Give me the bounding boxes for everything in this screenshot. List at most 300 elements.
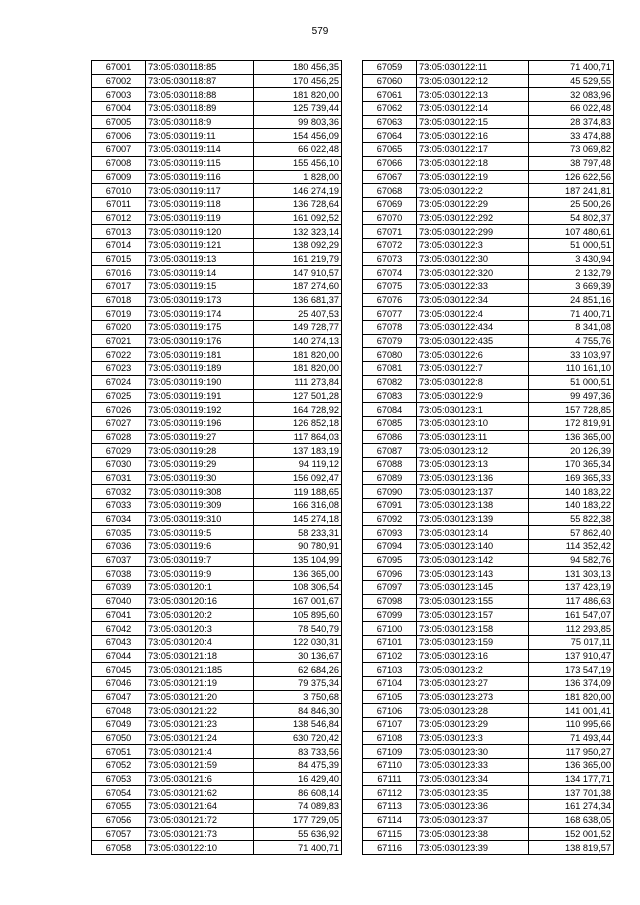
cadastral-number-cell: 73:05:030123:28	[417, 704, 529, 718]
cadastral-number-cell: 73:05:030119:30	[146, 471, 254, 485]
value-cell: 38 797,48	[529, 156, 614, 170]
cadastral-number-cell: 73:05:030119:27	[146, 430, 254, 444]
row-id-cell: 67010	[92, 184, 146, 198]
table-row	[363, 759, 614, 773]
value-cell: 94 582,76	[529, 553, 614, 567]
value-cell: 152 001,52	[529, 827, 614, 841]
cadastral-number-cell: 73:05:030121:59	[146, 759, 254, 773]
table-row	[363, 307, 614, 321]
value-cell: 110 995,66	[529, 718, 614, 732]
table-row	[92, 731, 342, 745]
row-id-cell: 67031	[92, 471, 146, 485]
cadastral-number-cell: 73:05:030120:4	[146, 635, 254, 649]
table-row	[92, 540, 342, 554]
row-id-cell: 67036	[92, 540, 146, 554]
row-id-cell: 67111	[363, 772, 417, 786]
value-cell: 84 475,39	[254, 759, 342, 773]
value-cell: 135 104,99	[254, 553, 342, 567]
row-id-cell: 67053	[92, 772, 146, 786]
table-row	[92, 786, 342, 800]
row-id-cell: 67078	[363, 321, 417, 335]
value-cell: 74 089,83	[254, 800, 342, 814]
row-id-cell: 67087	[363, 444, 417, 458]
row-id-cell: 67105	[363, 690, 417, 704]
row-id-cell: 67042	[92, 622, 146, 636]
table-row	[92, 471, 342, 485]
value-cell: 136 365,00	[529, 430, 614, 444]
row-id-cell: 67094	[363, 540, 417, 554]
cadastral-number-cell: 73:05:030123:3	[417, 731, 529, 745]
row-id-cell: 67041	[92, 608, 146, 622]
table-row	[92, 211, 342, 225]
cadastral-number-cell: 73:05:030120:16	[146, 594, 254, 608]
cadastral-number-cell: 73:05:030122:16	[417, 129, 529, 143]
value-cell: 136 728,64	[254, 197, 342, 211]
value-cell: 131 303,13	[529, 567, 614, 581]
table-row	[363, 143, 614, 157]
value-cell: 140 183,22	[529, 499, 614, 513]
row-id-cell: 67072	[363, 238, 417, 252]
cadastral-number-cell: 73:05:030123:38	[417, 827, 529, 841]
cadastral-number-cell: 73:05:030123:30	[417, 745, 529, 759]
value-cell: 45 529,55	[529, 74, 614, 88]
value-cell: 170 456,25	[254, 74, 342, 88]
value-cell: 181 820,00	[254, 348, 342, 362]
value-cell: 136 681,37	[254, 293, 342, 307]
table-row	[363, 800, 614, 814]
table-row	[92, 389, 342, 403]
table-row	[92, 362, 342, 376]
row-id-cell: 67045	[92, 663, 146, 677]
value-cell: 127 501,28	[254, 389, 342, 403]
cadastral-number-cell: 73:05:030122:18	[417, 156, 529, 170]
table-row	[363, 293, 614, 307]
cadastral-number-cell: 73:05:030119:11	[146, 129, 254, 143]
cadastral-number-cell: 73:05:030123:12	[417, 444, 529, 458]
value-cell: 25 500,26	[529, 197, 614, 211]
value-cell: 149 728,77	[254, 321, 342, 335]
row-id-cell: 67067	[363, 170, 417, 184]
row-id-cell: 67020	[92, 321, 146, 335]
row-id-cell: 67024	[92, 375, 146, 389]
row-id-cell: 67091	[363, 499, 417, 513]
value-cell: 172 819,91	[529, 416, 614, 430]
value-cell: 137 183,19	[254, 444, 342, 458]
row-id-cell: 67048	[92, 704, 146, 718]
table-row	[92, 416, 342, 430]
value-cell: 136 374,09	[529, 676, 614, 690]
cadastral-number-cell: 73:05:030122:30	[417, 252, 529, 266]
table-row	[92, 238, 342, 252]
cadastral-number-cell: 73:05:030119:181	[146, 348, 254, 362]
value-cell: 32 083,96	[529, 88, 614, 102]
row-id-cell: 67034	[92, 512, 146, 526]
cadastral-number-cell: 73:05:030119:9	[146, 567, 254, 581]
value-cell: 138 092,29	[254, 238, 342, 252]
table-row	[363, 663, 614, 677]
row-id-cell: 67011	[92, 197, 146, 211]
row-id-cell: 67083	[363, 389, 417, 403]
row-id-cell: 67103	[363, 663, 417, 677]
table-row	[92, 663, 342, 677]
row-id-cell: 67039	[92, 581, 146, 595]
row-id-cell: 67088	[363, 457, 417, 471]
row-id-cell: 67007	[92, 143, 146, 157]
table-row	[363, 375, 614, 389]
cadastral-number-cell: 73:05:030119:175	[146, 321, 254, 335]
value-cell: 51 000,51	[529, 238, 614, 252]
cadastral-number-cell: 73:05:030121:23	[146, 718, 254, 732]
row-id-cell: 67051	[92, 745, 146, 759]
value-cell: 3 669,39	[529, 280, 614, 294]
value-cell: 25 407,53	[254, 307, 342, 321]
cadastral-number-cell: 73:05:030123:2	[417, 663, 529, 677]
row-id-cell: 67054	[92, 786, 146, 800]
table-row	[363, 745, 614, 759]
cadastral-number-cell: 73:05:030121:20	[146, 690, 254, 704]
table-row	[92, 115, 342, 129]
table-row	[92, 499, 342, 513]
table-row	[363, 635, 614, 649]
row-id-cell: 67085	[363, 416, 417, 430]
table-row	[92, 841, 342, 855]
cadastral-number-cell: 73:05:030119:176	[146, 334, 254, 348]
cadastral-number-cell: 73:05:030118:9	[146, 115, 254, 129]
cadastral-number-cell: 73:05:030123:36	[417, 800, 529, 814]
table-row	[363, 485, 614, 499]
value-cell: 83 733,56	[254, 745, 342, 759]
cadastral-number-cell: 73:05:030121:62	[146, 786, 254, 800]
row-id-cell: 67052	[92, 759, 146, 773]
cadastral-number-cell: 73:05:030118:87	[146, 74, 254, 88]
value-cell: 181 820,00	[254, 362, 342, 376]
value-cell: 24 851,16	[529, 293, 614, 307]
table-row	[92, 512, 342, 526]
table-row	[92, 129, 342, 143]
row-id-cell: 67057	[92, 827, 146, 841]
table-row	[363, 553, 614, 567]
row-id-cell: 67080	[363, 348, 417, 362]
table-row	[92, 102, 342, 116]
value-cell: 161 219,79	[254, 252, 342, 266]
row-id-cell: 67064	[363, 129, 417, 143]
cadastral-number-cell: 73:05:030123:11	[417, 430, 529, 444]
value-cell: 122 030,31	[254, 635, 342, 649]
cadastral-number-cell: 73:05:030119:28	[146, 444, 254, 458]
table-row	[92, 622, 342, 636]
row-id-cell: 67001	[92, 61, 146, 75]
row-id-cell: 67076	[363, 293, 417, 307]
table-row	[92, 649, 342, 663]
cadastral-number-cell: 73:05:030123:39	[417, 841, 529, 855]
table-row	[363, 88, 614, 102]
value-cell: 111 273,84	[254, 375, 342, 389]
value-cell: 147 910,57	[254, 266, 342, 280]
value-cell: 134 177,71	[529, 772, 614, 786]
row-id-cell: 67033	[92, 499, 146, 513]
cadastral-number-cell: 73:05:030119:120	[146, 225, 254, 239]
left-table	[91, 60, 342, 855]
cadastral-number-cell: 73:05:030122:19	[417, 170, 529, 184]
cadastral-number-cell: 73:05:030123:142	[417, 553, 529, 567]
table-row	[363, 512, 614, 526]
row-id-cell: 67109	[363, 745, 417, 759]
value-cell: 167 001,67	[254, 594, 342, 608]
row-id-cell: 67079	[363, 334, 417, 348]
cadastral-number-cell: 73:05:030123:157	[417, 608, 529, 622]
table-row	[363, 471, 614, 485]
table-row	[363, 416, 614, 430]
cadastral-number-cell: 73:05:030119:174	[146, 307, 254, 321]
value-cell: 125 739,44	[254, 102, 342, 116]
table-row	[92, 635, 342, 649]
cadastral-number-cell: 73:05:030123:33	[417, 759, 529, 773]
value-cell: 28 374,83	[529, 115, 614, 129]
row-id-cell: 67044	[92, 649, 146, 663]
table-row	[363, 540, 614, 554]
table-row	[363, 690, 614, 704]
cadastral-number-cell: 73:05:030118:88	[146, 88, 254, 102]
table-row	[363, 841, 614, 855]
value-cell: 73 069,82	[529, 143, 614, 157]
table-row	[363, 61, 614, 75]
table-row	[363, 403, 614, 417]
cadastral-number-cell: 73:05:030123:29	[417, 718, 529, 732]
table-row	[92, 293, 342, 307]
cadastral-number-cell: 73:05:030118:85	[146, 61, 254, 75]
row-id-cell: 67043	[92, 635, 146, 649]
row-id-cell: 67065	[363, 143, 417, 157]
row-id-cell: 67016	[92, 266, 146, 280]
value-cell: 99 497,36	[529, 389, 614, 403]
row-id-cell: 67009	[92, 170, 146, 184]
row-id-cell: 67099	[363, 608, 417, 622]
cadastral-number-cell: 73:05:030123:13	[417, 457, 529, 471]
row-id-cell: 67096	[363, 567, 417, 581]
table-row	[92, 280, 342, 294]
row-id-cell: 67068	[363, 184, 417, 198]
cadastral-number-cell: 73:05:030120:2	[146, 608, 254, 622]
table-row	[92, 252, 342, 266]
table-row	[92, 457, 342, 471]
row-id-cell: 67060	[363, 74, 417, 88]
table-row	[363, 115, 614, 129]
table-row	[363, 772, 614, 786]
value-cell: 71 400,71	[529, 307, 614, 321]
row-id-cell: 67023	[92, 362, 146, 376]
row-id-cell: 67095	[363, 553, 417, 567]
cadastral-number-cell: 73:05:030122:292	[417, 211, 529, 225]
table-row	[363, 813, 614, 827]
value-cell: 169 365,33	[529, 471, 614, 485]
cadastral-number-cell: 73:05:030123:37	[417, 813, 529, 827]
value-cell: 138 819,57	[529, 841, 614, 855]
value-cell: 181 820,00	[254, 88, 342, 102]
cadastral-number-cell: 73:05:030123:14	[417, 526, 529, 540]
table-row	[92, 61, 342, 75]
row-id-cell: 67112	[363, 786, 417, 800]
row-id-cell: 67008	[92, 156, 146, 170]
table-row	[363, 348, 614, 362]
value-cell: 146 274,19	[254, 184, 342, 198]
cadastral-number-cell: 73:05:030119:15	[146, 280, 254, 294]
cadastral-number-cell: 73:05:030119:14	[146, 266, 254, 280]
row-id-cell: 67019	[92, 307, 146, 321]
value-cell: 161 092,52	[254, 211, 342, 225]
row-id-cell: 67029	[92, 444, 146, 458]
row-id-cell: 67032	[92, 485, 146, 499]
table-row	[363, 280, 614, 294]
value-cell: 66 022,48	[254, 143, 342, 157]
cadastral-number-cell: 73:05:030119:192	[146, 403, 254, 417]
table-row	[363, 184, 614, 198]
value-cell: 161 274,34	[529, 800, 614, 814]
table-row	[92, 444, 342, 458]
value-cell: 155 456,10	[254, 156, 342, 170]
value-cell: 156 092,47	[254, 471, 342, 485]
value-cell: 55 822,38	[529, 512, 614, 526]
cadastral-number-cell: 73:05:030118:89	[146, 102, 254, 116]
table-row	[92, 321, 342, 335]
cadastral-number-cell: 73:05:030119:5	[146, 526, 254, 540]
cadastral-number-cell: 73:05:030122:8	[417, 375, 529, 389]
table-row	[92, 403, 342, 417]
row-id-cell: 67038	[92, 567, 146, 581]
cadastral-number-cell: 73:05:030119:196	[146, 416, 254, 430]
value-cell: 161 547,07	[529, 608, 614, 622]
cadastral-number-cell: 73:05:030122:3	[417, 238, 529, 252]
value-cell: 4 755,76	[529, 334, 614, 348]
table-row	[92, 772, 342, 786]
row-id-cell: 67017	[92, 280, 146, 294]
row-id-cell: 67104	[363, 676, 417, 690]
row-id-cell: 67040	[92, 594, 146, 608]
row-id-cell: 67073	[363, 252, 417, 266]
cadastral-number-cell: 73:05:030122:13	[417, 88, 529, 102]
cadastral-number-cell: 73:05:030122:17	[417, 143, 529, 157]
cadastral-number-cell: 73:05:030121:22	[146, 704, 254, 718]
value-cell: 51 000,51	[529, 375, 614, 389]
table-row	[363, 499, 614, 513]
table-row	[92, 184, 342, 198]
row-id-cell: 67084	[363, 403, 417, 417]
cadastral-number-cell: 73:05:030121:24	[146, 731, 254, 745]
value-cell: 58 233,31	[254, 526, 342, 540]
cadastral-number-cell: 73:05:030119:190	[146, 375, 254, 389]
table-row	[363, 827, 614, 841]
row-id-cell: 67062	[363, 102, 417, 116]
row-id-cell: 67050	[92, 731, 146, 745]
table-row	[363, 74, 614, 88]
cadastral-number-cell: 73:05:030122:29	[417, 197, 529, 211]
row-id-cell: 67015	[92, 252, 146, 266]
table-row	[363, 334, 614, 348]
cadastral-number-cell: 73:05:030123:27	[417, 676, 529, 690]
right-table	[362, 60, 614, 855]
table-row	[92, 88, 342, 102]
value-cell: 141 001,41	[529, 704, 614, 718]
value-cell: 170 365,34	[529, 457, 614, 471]
row-id-cell: 67061	[363, 88, 417, 102]
cadastral-number-cell: 73:05:030119:310	[146, 512, 254, 526]
value-cell: 20 126,39	[529, 444, 614, 458]
row-id-cell: 67005	[92, 115, 146, 129]
table-row	[92, 334, 342, 348]
value-cell: 117 864,03	[254, 430, 342, 444]
cadastral-number-cell: 73:05:030123:158	[417, 622, 529, 636]
table-row	[92, 581, 342, 595]
row-id-cell: 67014	[92, 238, 146, 252]
row-id-cell: 67106	[363, 704, 417, 718]
row-id-cell: 67092	[363, 512, 417, 526]
cadastral-number-cell: 73:05:030123:16	[417, 649, 529, 663]
table-row	[92, 430, 342, 444]
row-id-cell: 67028	[92, 430, 146, 444]
row-id-cell: 67046	[92, 676, 146, 690]
value-cell: 136 365,00	[254, 567, 342, 581]
table-row	[92, 307, 342, 321]
row-id-cell: 67037	[92, 553, 146, 567]
table-row	[363, 718, 614, 732]
value-cell: 136 365,00	[529, 759, 614, 773]
row-id-cell: 67097	[363, 581, 417, 595]
value-cell: 110 161,10	[529, 362, 614, 376]
row-id-cell: 67075	[363, 280, 417, 294]
cadastral-number-cell: 73:05:030123:159	[417, 635, 529, 649]
value-cell: 33 103,97	[529, 348, 614, 362]
cadastral-number-cell: 73:05:030119:114	[146, 143, 254, 157]
row-id-cell: 67026	[92, 403, 146, 417]
value-cell: 180 456,35	[254, 61, 342, 75]
table-row	[92, 567, 342, 581]
row-id-cell: 67074	[363, 266, 417, 280]
row-id-cell: 67049	[92, 718, 146, 732]
row-id-cell: 67002	[92, 74, 146, 88]
row-id-cell: 67113	[363, 800, 417, 814]
row-id-cell: 67070	[363, 211, 417, 225]
cadastral-number-cell: 73:05:030119:309	[146, 499, 254, 513]
row-id-cell: 67035	[92, 526, 146, 540]
value-cell: 105 895,60	[254, 608, 342, 622]
cadastral-number-cell: 73:05:030119:121	[146, 238, 254, 252]
cadastral-number-cell: 73:05:030122:4	[417, 307, 529, 321]
row-id-cell: 67102	[363, 649, 417, 663]
cadastral-number-cell: 73:05:030123:35	[417, 786, 529, 800]
cadastral-number-cell: 73:05:030123:10	[417, 416, 529, 430]
table-row	[363, 594, 614, 608]
value-cell: 99 803,36	[254, 115, 342, 129]
table-row	[363, 526, 614, 540]
table-row	[92, 594, 342, 608]
row-id-cell: 67056	[92, 813, 146, 827]
table-row	[92, 800, 342, 814]
row-id-cell: 67116	[363, 841, 417, 855]
cadastral-number-cell: 73:05:030123:139	[417, 512, 529, 526]
table-row	[92, 225, 342, 239]
cadastral-number-cell: 73:05:030122:299	[417, 225, 529, 239]
cadastral-number-cell: 73:05:030121:185	[146, 663, 254, 677]
cadastral-number-cell: 73:05:030121:64	[146, 800, 254, 814]
value-cell: 94 119,12	[254, 457, 342, 471]
table-row	[363, 581, 614, 595]
value-cell: 78 540,79	[254, 622, 342, 636]
cadastral-number-cell: 73:05:030122:11	[417, 61, 529, 75]
value-cell: 157 728,85	[529, 403, 614, 417]
row-id-cell: 67012	[92, 211, 146, 225]
page-number: 579	[311, 26, 329, 37]
cadastral-number-cell: 73:05:030119:29	[146, 457, 254, 471]
cadastral-number-cell: 73:05:030123:138	[417, 499, 529, 513]
